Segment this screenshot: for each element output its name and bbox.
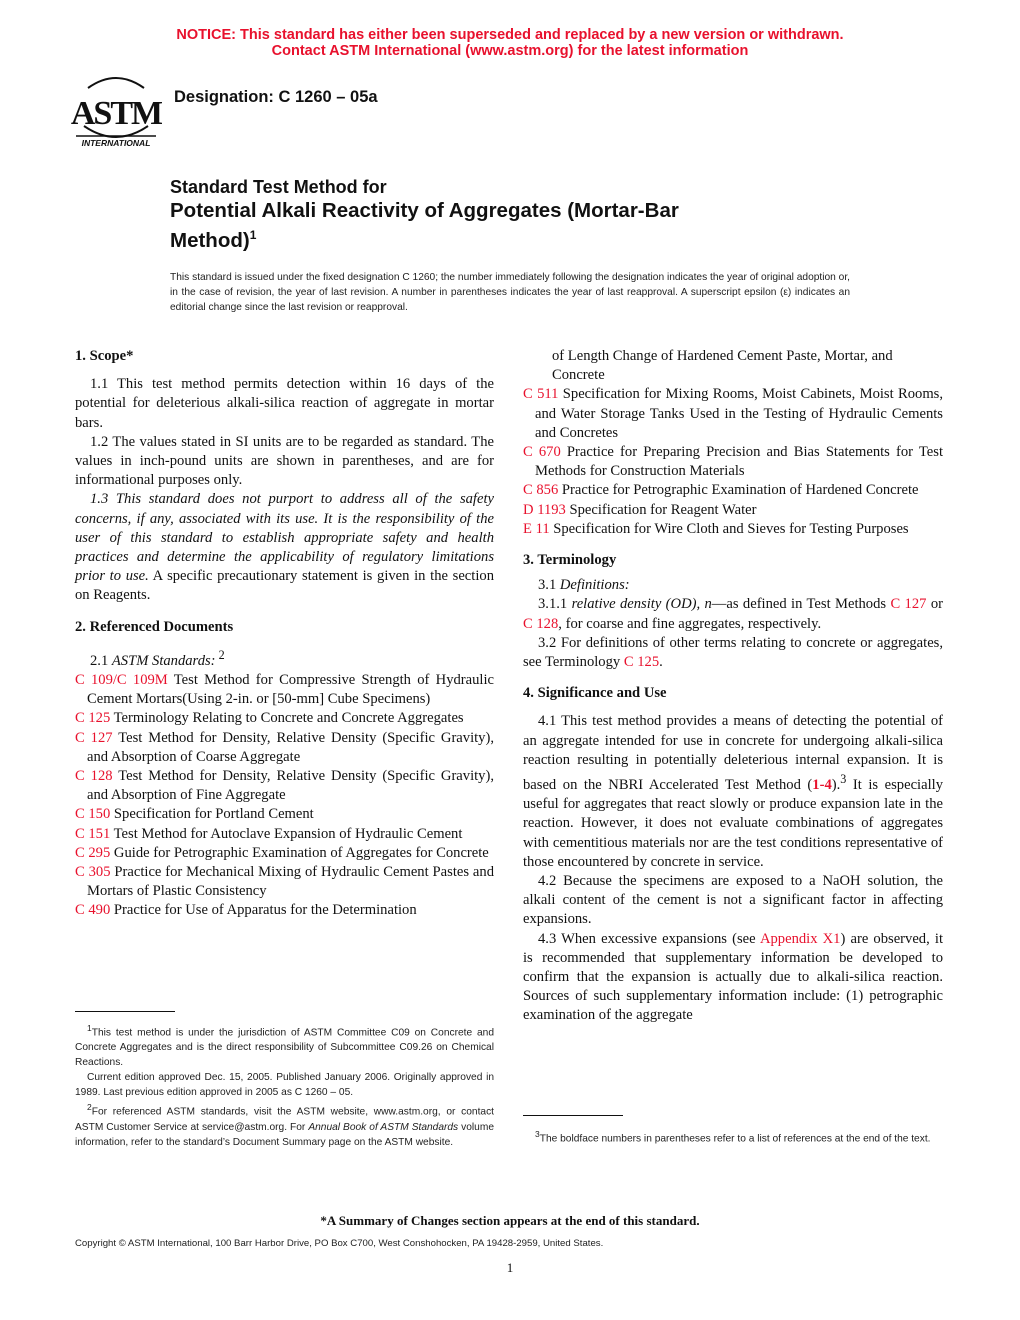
- terminology-3-1: [523, 576, 943, 595]
- footnote-3: [523, 1127, 943, 1146]
- reference-item: [523, 501, 943, 520]
- significance-4-1-text-b: ).: [831, 776, 841, 793]
- reference-code-link[interactable]: C 295: [75, 844, 111, 861]
- reference-item: [75, 671, 494, 709]
- astm-logo-icon: [70, 74, 162, 152]
- page-number: 1: [506, 1260, 514, 1275]
- footnote-1-mark: 1: [87, 1023, 92, 1033]
- footnote-rule-right: [523, 1115, 623, 1116]
- refdocs-intro-italic: ASTM Standards:: [111, 652, 216, 669]
- terminology-3-1-1-text-b: or: [926, 596, 943, 613]
- significance-4-3: [523, 930, 943, 1026]
- title-line-3: [170, 223, 870, 253]
- footnotes-right: [523, 1127, 943, 1146]
- footnote-1: [75, 1021, 494, 1070]
- summary-of-changes-note: *A Summary of Changes section appears at the end of this standard.: [320, 1213, 700, 1228]
- reference-item: [75, 825, 494, 844]
- reference-item: [75, 767, 494, 805]
- withdrawal-notice: [0, 27, 1020, 59]
- reference-code-link[interactable]: E 11: [523, 520, 550, 537]
- title-footnote-mark: 1: [249, 228, 257, 242]
- reference-code-link[interactable]: C 856: [523, 482, 559, 499]
- footnote-2-text-b: volume information, refer to the standard’s Document Summary page on the ASTM website.: [75, 1121, 495, 1148]
- astm-logo: [70, 74, 162, 152]
- significance-4-2: 4.2 Because the specimens are exposed to a NaOH solution, the alkali content of the cement is not a significant factor in affecting expansions.: [523, 872, 943, 928]
- footnote-2-text-a: For referenced ASTM standards, visit the ASTM website, www.astm.org, or contact ASTM Customer Service at service@astm.org. For: [75, 1106, 494, 1133]
- reference-code-link[interactable]: C 150: [75, 806, 111, 823]
- reference-item: [75, 901, 494, 920]
- link-appendix-x1[interactable]: Appendix X1: [759, 930, 841, 947]
- terminology-3-1-1-text-c: , for coarse and fine aggregates, respectively.: [558, 615, 822, 632]
- reference-code-link[interactable]: C 305: [75, 863, 111, 880]
- reference-title: Practice for Preparing Precision and Bias Statements for Test Methods for Construction Materials: [535, 444, 943, 480]
- significance-4-1-sup: 3: [840, 772, 847, 787]
- terminology-3-1-1-term: relative density (OD), n: [571, 596, 712, 613]
- significance-4-1-text-a: 4.1 This test method provides a means of detecting the potential of an aggregate intended for use in concrete for undergoing alkali-silica reaction resulting in potentially deleterious internal expansion. It is based on the NBRI Accelerated Test Method (: [523, 713, 943, 793]
- reference-item: [75, 729, 494, 767]
- reference-code-link[interactable]: C 511: [523, 386, 559, 403]
- reference-continued: of Length Change of Hardened Cement Paste, Mortar, and Concrete: [552, 348, 893, 384]
- reference-item: [523, 520, 943, 539]
- notice-line-1: NOTICE: This standard has either been superseded and replaced by a new version or withdrawn.: [176, 27, 844, 43]
- footnote-rule-left: [75, 1011, 175, 1012]
- reference-item: [523, 481, 943, 500]
- reference-item: [75, 844, 494, 863]
- reference-item: [523, 385, 943, 443]
- link-c127[interactable]: C 127: [890, 596, 927, 613]
- significance-heading: 4. Significance and Use: [523, 685, 667, 702]
- terminology-3-2-text-b: .: [659, 654, 663, 671]
- reference-title: Practice for Mechanical Mixing of Hydraulic Cement Pastes and Mortars of Plastic Consistency: [87, 863, 494, 900]
- link-c125[interactable]: C 125: [623, 654, 660, 671]
- refdocs-intro: [75, 646, 494, 671]
- title-line-3-text: Method): [170, 228, 250, 252]
- reference-code-link[interactable]: C 670: [523, 444, 561, 461]
- reference-title: Test Method for Density, Relative Density (Specific Gravity), and Absorption of Fine Aggregate: [87, 767, 494, 804]
- designation: Designation: C 1260 – 05a: [174, 88, 378, 106]
- terminology-3-1-num: 3.1: [538, 577, 560, 594]
- terminology-3-2-text-a: 3.2 For definitions of other terms relating to concrete or aggregates, see Terminology: [523, 634, 943, 671]
- reference-title: Practice for Use of Apparatus for the Determination: [110, 902, 417, 919]
- footnote-1b: Current edition approved Dec. 15, 2005. Published January 2006. Originally approved in 1989. Last previous edition approved in 2005 as C 1260 – 05.: [75, 1072, 494, 1099]
- reference-title: Specification for Wire Cloth and Sieves for Testing Purposes: [549, 520, 909, 537]
- reference-list-right: [523, 385, 943, 539]
- reference-code-link[interactable]: C 127: [75, 729, 113, 746]
- footnote-1-text: This test method is under the jurisdiction of ASTM Committee C09 on Concrete and Concrete Aggregates and is the direct responsibility of Subcommittee C09.26 on Chemical Reactions.: [75, 1027, 494, 1069]
- link-c128[interactable]: C 128: [523, 615, 559, 632]
- scope-1-3-rest: A specific precautionary statement is given in the section on Reagents.: [75, 568, 494, 604]
- title-line-2: Potential Alkali Reactivity of Aggregates (Mortar-Bar: [170, 199, 679, 222]
- reference-title: Terminology Relating to Concrete and Concrete Aggregates: [110, 710, 464, 727]
- document-title: [170, 176, 870, 253]
- reference-title: Test Method for Density, Relative Density (Specific Gravity), and Absorption of Coarse Aggregate: [87, 729, 494, 765]
- terminology-3-1-italic: Definitions:: [559, 577, 630, 594]
- significance-4-3-text-a: 4.3 When excessive expansions (see: [538, 930, 760, 947]
- reference-title: Test Method for Autoclave Expansion of Hydraulic Cement: [110, 825, 463, 842]
- right-column: [523, 347, 943, 1026]
- scope-1-2: 1.2 The values stated in SI units are to be regarded as standard. The values in inch-pound units are shown in parentheses, and are for informational purposes only.: [75, 433, 494, 489]
- significance-4-1: [523, 712, 943, 871]
- significance-4-3-text-b: ) are observed, it is recommended that supplementary information be developed to confirm that the expansion is actually due to alkali-silica reaction. Sources of such supplementary information include: (1) petrographic examination of the aggregate: [523, 930, 943, 1024]
- scope-1-3: [75, 490, 494, 605]
- link-references-1-4[interactable]: 1-4: [812, 776, 832, 793]
- issued-note: This standard is issued under the fixed designation C 1260; the number immediately following the designation indicates the year of original adoption or, in the case of revision, the year of last revision. A number in parentheses indicates the year of last reapproval. A superscript epsilon (ε) indicates an editorial change since the last revision or reapproval.: [170, 272, 850, 313]
- significance-4-1-text-c: It is especially useful for aggregates that react slowly or produce expansion late in the reaction. However, it does not evaluate combinations of aggregates with cementitious materials nor are the test conditions representative of those encountered by concrete in service.: [523, 776, 943, 870]
- reference-title: Test Method for Compressive Strength of Hydraulic Cement Mortars(Using 2-in. or [50-mm] Cube Specimens): [87, 671, 495, 708]
- footnote-2-italic: Annual Book of ASTM Standards: [308, 1121, 459, 1133]
- logo-letters: ASTM: [70, 95, 162, 132]
- terminology-3-1-1-num: 3.1.1: [538, 596, 572, 613]
- reference-code-link[interactable]: C 490: [75, 902, 111, 919]
- reference-title: Guide for Petrographic Examination of Aggregates for Concrete: [110, 844, 489, 861]
- reference-code-link[interactable]: C 125: [75, 710, 111, 727]
- logo-subtitle: INTERNATIONAL: [81, 138, 151, 148]
- terminology-3-1-1: [523, 595, 943, 633]
- footnote-2: [75, 1100, 494, 1149]
- footnote-3-text: The boldface numbers in parentheses refer to a list of references at the end of the text.: [539, 1133, 931, 1145]
- reference-code-link[interactable]: C 109/C 109M: [75, 671, 168, 688]
- reference-item: [75, 863, 494, 901]
- terminology-3-2: [523, 634, 943, 672]
- reference-title: Specification for Reagent Water: [565, 501, 757, 518]
- reference-code-link[interactable]: C 128: [75, 767, 113, 784]
- reference-code-link[interactable]: D 1193: [523, 501, 566, 518]
- title-line-1: Standard Test Method for: [170, 177, 387, 197]
- copyright: Copyright © ASTM International, 100 Barr Harbor Drive, PO Box C700, West Conshohocken, PA 19428-2959, United States.: [75, 1238, 604, 1249]
- reference-item: [75, 805, 494, 824]
- refdocs-heading: 2. Referenced Documents: [75, 618, 234, 635]
- notice-line-2: Contact ASTM International (www.astm.org) for the latest information: [271, 43, 749, 59]
- scope-1-1: 1.1 This test method permits detection within 16 days of the potential for deleterious alkali-silica reaction of aggregate in mortar bars.: [75, 376, 494, 431]
- reference-title: Specification for Mixing Rooms, Moist Cabinets, Moist Rooms, and Water Storage Tanks Used in the Testing of Hydraulic Cements and Concretes: [535, 386, 943, 441]
- terminology-heading: 3. Terminology: [523, 552, 617, 569]
- footnotes-left: [75, 1021, 494, 1150]
- refdocs-intro-num: 2.1: [90, 652, 112, 669]
- scope-1-3-italic: 1.3 This standard does not purport to address all of the safety concerns, if any, associated with its use. It is the responsibility of the user of this standard to establish appropriate safety and health practices and determine the applicability of regulatory limitations prior to use.: [75, 491, 494, 585]
- footnote-2-mark: 2: [87, 1102, 92, 1113]
- terminology-3-1-1-text-a: —as defined in Test Methods: [711, 596, 891, 613]
- scope-heading: 1. Scope*: [75, 348, 134, 364]
- reference-item: [523, 443, 943, 481]
- left-column: [75, 347, 494, 921]
- reference-list-left: [75, 671, 494, 921]
- refdocs-intro-sup: 2: [215, 647, 225, 662]
- footnote-3-mark: 3: [535, 1129, 540, 1139]
- reference-code-link[interactable]: C 151: [75, 825, 111, 842]
- reference-title: Practice for Petrographic Examination of Hardened Concrete: [558, 482, 919, 499]
- reference-item: [75, 709, 494, 728]
- reference-title: Specification for Portland Cement: [110, 806, 314, 823]
